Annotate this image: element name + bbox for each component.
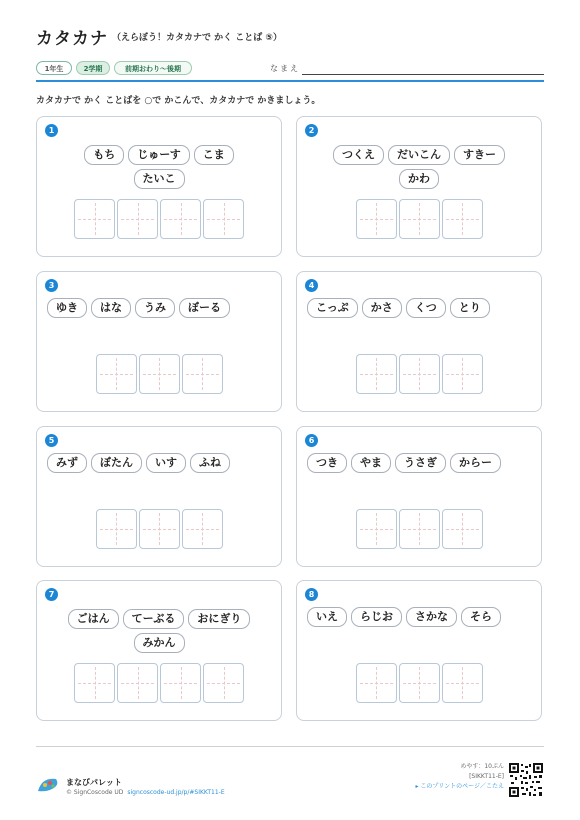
word-choice[interactable]: いす [146, 453, 186, 473]
term-tag: 2学期 [76, 61, 110, 75]
answer-page-link[interactable]: ▸ このプリントのページ／こたえ [415, 783, 504, 790]
word-choice[interactable]: そら [461, 607, 501, 627]
word-choice[interactable]: すきー [454, 145, 505, 165]
problem-card [36, 271, 282, 412]
answer-box[interactable] [203, 663, 244, 703]
word-choice[interactable]: うさぎ [395, 453, 446, 473]
answer-box[interactable] [74, 199, 115, 239]
word-choice[interactable]: こま [194, 145, 234, 165]
word-choice[interactable]: つき [307, 453, 347, 473]
copyright [66, 789, 225, 796]
word-choice[interactable]: さかな [406, 607, 457, 627]
worksheet-subtitle: （えらぼう！カタカナで かく ことば ⑤） [112, 33, 283, 43]
word-choice[interactable]: うみ [135, 298, 175, 318]
answer-box[interactable] [117, 199, 158, 239]
answer-box[interactable] [399, 509, 440, 549]
period-tag: 前期おわり〜後期 [114, 61, 192, 75]
answer-box[interactable] [96, 509, 137, 549]
word-choice[interactable]: だいこん [388, 145, 450, 165]
word-choice[interactable]: たいこ [134, 169, 185, 189]
instruction-text: カタカナで かく ことばを ○で かこんで、カタカナで かきましょう。 [36, 96, 321, 106]
problem-card [36, 426, 282, 567]
problem-number: 5 [45, 434, 58, 447]
problem-card [296, 116, 542, 257]
problem-number: 1 [45, 124, 58, 137]
answer-box[interactable] [139, 354, 180, 394]
name-label: なまえ [270, 64, 300, 73]
answer-box[interactable] [139, 509, 180, 549]
problem-card [296, 271, 542, 412]
word-choice[interactable]: かさ [362, 298, 402, 318]
answer-box[interactable] [74, 663, 115, 703]
grade-tag: 1年生 [36, 61, 72, 75]
word-choice[interactable]: こっぷ [307, 298, 358, 318]
answer-box[interactable] [356, 354, 397, 394]
answer-box[interactable] [356, 199, 397, 239]
word-choice[interactable]: みず [47, 453, 87, 473]
header-divider [36, 80, 544, 82]
name-line[interactable] [302, 74, 544, 75]
word-choice[interactable]: いえ [307, 607, 347, 627]
problem-number: 2 [305, 124, 318, 137]
palette-logo-icon [36, 775, 60, 793]
copyright-text: © SignCoscode UD [66, 789, 124, 796]
problem-card [296, 580, 542, 721]
answer-box[interactable] [356, 663, 397, 703]
word-choice[interactable]: くつ [406, 298, 446, 318]
answer-box[interactable] [117, 663, 158, 703]
footer-divider [36, 746, 544, 747]
answer-box[interactable] [182, 354, 223, 394]
word-choice[interactable]: やま [351, 453, 391, 473]
answer-box[interactable] [96, 354, 137, 394]
problem-number: 3 [45, 279, 58, 292]
word-choice[interactable]: はな [91, 298, 131, 318]
problem-number: 8 [305, 588, 318, 601]
answer-box[interactable] [399, 663, 440, 703]
answer-box[interactable] [182, 509, 223, 549]
word-choice[interactable]: ぼーる [179, 298, 230, 318]
answer-box[interactable] [160, 199, 201, 239]
site-url-link[interactable]: signcoscode-ud.jp/p/#SIKKT11-E [127, 789, 225, 796]
worksheet-title: カタカナ [36, 29, 108, 49]
word-choice[interactable]: とり [450, 298, 490, 318]
answer-box[interactable] [442, 354, 483, 394]
problem-number: 6 [305, 434, 318, 447]
answer-box[interactable] [160, 663, 201, 703]
footer-meta [415, 762, 504, 792]
time-estimate: めやす：10ぷん [460, 763, 504, 770]
word-choice[interactable]: おにぎり [188, 609, 250, 629]
answer-box[interactable] [442, 509, 483, 549]
problem-card [36, 580, 282, 721]
word-choice[interactable]: からー [450, 453, 501, 473]
print-code: [SIKKT11-E] [469, 773, 504, 780]
problem-card [296, 426, 542, 567]
qr-code-icon[interactable] [508, 762, 544, 798]
problem-number: 4 [305, 279, 318, 292]
word-choice[interactable]: ふね [190, 453, 230, 473]
answer-box[interactable] [442, 663, 483, 703]
word-choice[interactable]: かわ [399, 169, 439, 189]
problem-card [36, 116, 282, 257]
word-choice[interactable]: らじお [351, 607, 402, 627]
problem-number: 7 [45, 588, 58, 601]
answer-box[interactable] [442, 199, 483, 239]
word-choice[interactable]: みかん [134, 633, 185, 653]
answer-box[interactable] [399, 199, 440, 239]
answer-box[interactable] [356, 509, 397, 549]
word-choice[interactable]: ぼたん [91, 453, 142, 473]
answer-box[interactable] [203, 199, 244, 239]
word-choice[interactable]: つくえ [333, 145, 384, 165]
word-choice[interactable]: ごはん [68, 609, 119, 629]
word-choice[interactable]: てーぶる [123, 609, 185, 629]
word-choice[interactable]: もち [84, 145, 124, 165]
answer-box[interactable] [399, 354, 440, 394]
word-choice[interactable]: ゆき [47, 298, 87, 318]
word-choice[interactable]: じゅーす [128, 145, 189, 165]
brand-name: まなびパレット [66, 778, 122, 787]
